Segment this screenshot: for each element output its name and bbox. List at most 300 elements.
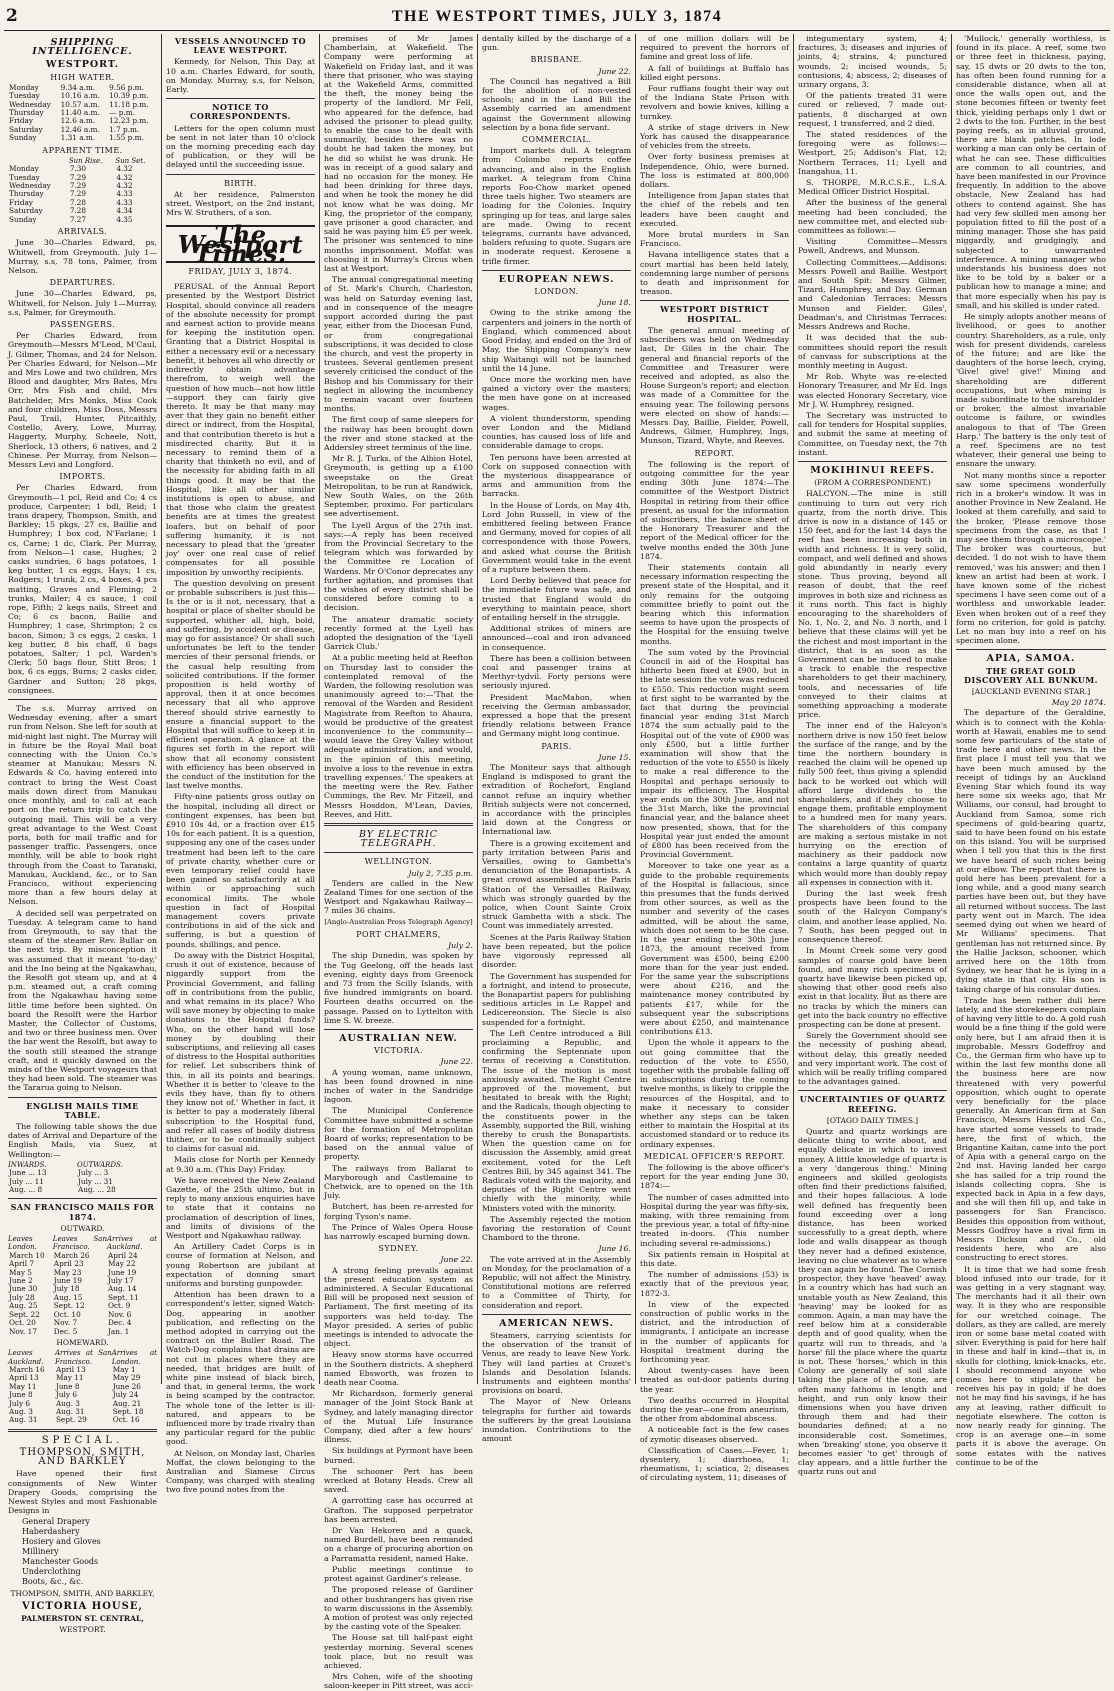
paragraph: 'Mullock,' generally worthless, is found in its place. A reef, some two or three feet in thickness, paying, say, 15 dwts or 20 dwts to the ton, has often been found running for a considerable distance, when all at once the walls open out, and the stone becomes fifteen or twenty feet thick, yielding perhaps only 1 dwt or 2 dwts to the ton. Further, in the best paying reefs, as in alluvial ground, there are blank patches. In lode working a man can only be certain of what he can see. These difficulties are common to all countries, and have been manifested in our Province frequently. In addition to the above obstacle, New Zealand has had others to contend against. She has had very few skilled men among her population fitted to fill the post of a mining manager. Those she has paid niggardly, and grudgingly, and subjected to unwarranted interference. A mining manager who understands his business does not like to be told by a baker or a publican how to manage a mine; and that more especially when his pay is small, and his skilled is under rated. [956, 34, 1106, 310]
sydney-news [324, 1266, 473, 1691]
table-cell: June 19 [53, 1276, 83, 1286]
paragraph: Scenes at the Paris Railway Station have been repeated, but the police have vigorously repressed all disorder. [482, 932, 631, 970]
medical-text [640, 1163, 789, 1483]
american-news-continued [640, 34, 789, 296]
page-number: 2 [6, 6, 18, 26]
paragraph: More brutal murders in San Francisco. [640, 230, 789, 249]
paragraph: About twenty-cases have been treated as out-door patients during the year. [640, 1366, 789, 1394]
divider [8, 1429, 157, 1432]
table-cell: Nov. 6 [107, 1309, 132, 1319]
divider [956, 649, 1106, 650]
chalmers-text: The ship Dunedin, was spoken by the Tug Geelong, off the heads last evening, eighty days from Greenock and 73 from the Scilly Islands, with five hundred immigrants on board. Fourteen deaths occurred on the passage. Passed on to Lyttelton with lime S. W. breeze. [324, 951, 473, 1025]
table-header-cell: Arrives at London. [111, 1349, 157, 1366]
victoria-heading: VICTORIA. [374, 1046, 423, 1056]
table-cell: March 26 [53, 1250, 90, 1260]
quartz-heading: UNCERTAINTIES OF QUARTZ REEFING. [799, 1094, 946, 1114]
paragraph: The proposed release of Gardiner and other bushrangers has given rise to warm discussions in the Assembly. A motion of protest was only rejected by the casting vote of the Speaker. [324, 1585, 473, 1632]
ad-item: General Drapery [22, 1517, 90, 1527]
columns [4, 34, 1112, 1691]
table-cell: March 16 [9, 1364, 45, 1374]
table-cell: Aug. 31 [55, 1406, 85, 1416]
paragraph: After the business of the general meeting had been concluded, the new committee met, and elected sub-committees as follows:— [798, 198, 947, 236]
paragraph: It is time that we had some fresh blood infused into our trade, for it was getting in a very stagnant way. The merchants had it all their own way. It is they who are responsible for our wretched coinage. The dollars, as they are called, are merely iron or some base metal coated with silver. Everything is paid for here half in these and half in kind—that is, in skulls for clothing, knick-knacks, etc. I should recommend anyone who comes here to stipulate that he receives his pay in gold; if he does not he may find his savings, if he has any at leaving, rather difficult to negotiate elsewhere. The cotton is now nearly ready for ginning. The crop is an average one—in some parts it is above the average. On some estates with the natives continue to be of the [956, 1264, 1106, 1467]
apia-heading: APIA, SAMOA. [986, 653, 1076, 665]
quartz-source: [OTAGO DAILY TIMES.] [826, 1115, 919, 1125]
column-4 [478, 34, 636, 1444]
divider [8, 1097, 157, 1098]
ad-signature-house: VICTORIA HOUSE, [22, 1600, 143, 1612]
paragraph: Owing to the strike among the carpenters and joiners in the north of England, which commenced about Good Friday, and ended on the 3rd of May, the Shipping Company's new ship Waitangi will not be launched until the 14 June. [482, 308, 631, 373]
paragraph: The Left Centre introduced a Bill proclaiming a Republic, and confirming the Septennate upon terms of receiving a Constitution. The issue of the motion is most anxiously awaited. The Right Centre approved of the movement, but hesitated to break with the Right; and the Radicals, though objecting to the constituents power in the Assembly, supported the Bill, wishing thereby to crush the Bonapartists. When the question came on for discussion the Assembly, amid great excitement, voted for the Left Centres Bill, by 345 against 341. The Radicals voted with the majority, and deputies of the Right Centre went chiefly with the minority, while Ministers voted with the minority. [482, 1028, 631, 1213]
paragraph: The House sat till half-past eight yesterday morning. Several scenes took place, but no result was achieved. [324, 1633, 473, 1670]
table-cell: 4.35 [116, 214, 133, 224]
table-header-cell: Arrives at San Francisco. [54, 1349, 112, 1366]
table-cell: July 28 [9, 1292, 35, 1302]
sf-homeward-table [8, 1349, 157, 1425]
paragraph: Trade has been rather dull here lately, and the storekeepers complain of having very little to do. A gold rush would be a fine thing if the gold were only here, but I am afraid then it is improbable. Messrs Godeffroy and Co., the German firm who have up to within the last few months done all the business here are now threatened with very powerful opposition, which ought to operate very beneficially for the place generally. An American firm at San Francisco, Messrs Hussed and Co., have started some vessels to trade here, the first of which, the Brigantine Kaitan, came into the port of Apia with a general cargo on the 2nd inst. Having landed her cargo she has sailed for a trip round the islands collecting copra. She is expected back in Apia in a few days, and she will then fill up, and take in passengers for San Francisco. Besides this opposition from without, Messrs Godfroy have a rival firm in Messrs Dickson and Co., old residents here, who are also constructing to erect stores. [956, 995, 1106, 1263]
london-heading: LONDON. [534, 287, 579, 297]
paragraph: The Government has suspended for a fortnight, and intend to prosecute, the Bonapartist papers for publishing seditious articles in Le Rappel and Ledicereonsion. The Siecle is also suspended for a fortnight. [482, 971, 631, 1027]
column-3 [320, 34, 478, 1691]
paragraph: Do away with the District Hospital, crush it out of existence, because of niggardly support from the Provincial Government, and falling off in contributions from the public, and what remains in its place? Who will save money by objecting to make donations to the Hospital funds? Who, on the other hand will lose money by doubling their subscriptions, and relieving all cases of distress to the Hospital authorities for relief. Let subscribers think of this, in all its points and bearings. Whether it is better to 'cleave to the evils they have, than fly to others they know not of.' Whether in fact, it is better to pay a moderately liberal subscription to the Hospital fund, and refer all cases of bodily distress thither, or to be continually subject to claims for casual aid. [166, 950, 315, 1154]
paragraph: Upon the whole it appears to the out going committee that the reduction of the vote to £550, together with the probable falling off in subscriptions during the coming twelve months, is likely to cripple the resources of the Hospital, and to make it necessary to consider whether any steps can be taken either to maintain the Hospital at its accustomed standard or to reduce its ordinary expenses. [640, 1038, 789, 1149]
london-date: June 18. [598, 298, 631, 308]
wellington-text: Tenders are called in the New Zealand Times for one section of the Westport and Ngakawhau Railway—7 miles 36 chains. [324, 878, 473, 916]
paragraph: A fall of buildings at Buffalo has killed eight persons. [640, 63, 789, 82]
table-header-cell: Sun Rise. [68, 156, 103, 165]
sf-outward-label: OUTWARD. [60, 1223, 105, 1233]
paragraph: Their statements contain all necessary information respecting the present state of the Hospital, and it only remains for the outgoing committee briefly to point out the bearing which this information seems to have upon the prospects of the Hospital for the ensuing twelve months. [640, 562, 789, 646]
table-cell: 7.28 [69, 197, 87, 207]
paragraph: The Lyell Argus of the 27th inst. says:—A reply has been received from the Provincial Secretary to the telegram which was forwarded by the Committee re Location of Wardens. Mr O'Conor deprecates any further agitation, and promises that the wishes of every district shall be considered before coming to a decision. [324, 520, 473, 613]
column-2 [162, 34, 320, 1495]
chalmers-heading: PORT CHALMERS, [356, 929, 441, 939]
report-heading: REPORT. [694, 448, 735, 458]
commercial-heading: COMMERCIAL. [521, 135, 592, 145]
table-cell: 7.27 [69, 214, 87, 224]
paragraph: He simply adopts another means of livelihood, or goes to another country. Shareholders, as a rule, only wish for present dividends, careless of the future; and are like the daughters of the horse leech, crying, 'Give! give! give!' Mining and shareholding are different occupations, but when mining is made subordinate to the shareholder or broker, the almost invariable outcome is failure, or swindles analogous to that of 'The Green Harp.' The battery is the only test of a reef. Specimens are no test whatever, their general use being to ensnare the unwary. [956, 312, 1106, 469]
paragraph: Intelligence from Japan states that the chief of the rebels and ten leaders have been caught and executed. [640, 191, 789, 228]
table-cell: Sept. 18 [112, 1406, 144, 1416]
table-cell: 7.29 [69, 172, 87, 182]
column-5 [636, 34, 794, 1483]
imports-heading: IMPORTS. [59, 472, 106, 482]
divider [8, 1198, 157, 1199]
paragraph: Once more the working men have gained a victory over the masters; the men have gone on at increased wages. [482, 374, 631, 412]
ad-item: Boots, &c., &c. [22, 1577, 84, 1587]
paragraph: A noticeable fact is the few cases of zymotic diseases observed. [640, 1425, 789, 1444]
table-cell: 12.6 a.m. [60, 116, 96, 126]
vessels-text: Kennedy, for Nelson, This Day, at 10 a.m. Charles Edward, for south, on Monday. Murray, s.s, for Nelson, Early. [166, 57, 315, 95]
masthead [4, 4, 1110, 31]
table-cell: — p.m. [109, 108, 135, 118]
paragraph: premises of Mr James Chamberlain, at Wakefield. The Company were performing at Wakefield on Friday last, and it was there that prisoner, who was staying at the Wakefield Arms, committed the theft, the money being the property of the landlord. Mr Fell, who appeared for the defence, had advised the prisoner to plead guilty, to enable the case to be dealt with summarily, besides there was no doubt he had taken the money, but he did so whilst he was drunk. He was in receipt of a good salary and had no occasion for the money. He had been drinking for three days, and when he took the money he did not know what he was doing. Mr King, the proprietor of the company, gave prisoner a good character, and said he was paying him £5 per week. The prisoner was sentenced to nine months imprisonment. Moffat was choosing it in Murray's Circus when last at Westport. [324, 34, 473, 274]
divider [166, 98, 315, 99]
table-cell: Sept. 29 [55, 1415, 87, 1425]
mails-heading: ENGLISH MAILS TIME TABLE. [26, 1100, 139, 1120]
table-row [8, 1416, 157, 1424]
imports-text: Per Charles Edward, from Greymouth—1 pcl, Reid and Co; 4 cs produce, Carpenter; 1 bdl, Reid; 1 trans drapery, Thompson, Smith, and Barkley; 15 pkgs, 27 cs, Baillie and Humphrey; 1 box cod, N'Farlane; 1 cs, Carne; 1 dc, Clark. Per Murray, from Nelson—1 case, Hughes; 2 casks sundries, 6 bags potatoes, 1 keg butter, 1 cs eggs, Hays; 1 cs, Rodgers; 1 trunk, 2 cs, 4 boxes, 4 pcs matting, Graves and Fleming; 2 trunks, Mailer; 4 cs sauce, 1 coil rope, Fifth; 2 kegs nails, Street and Co; 6 cs bacon, Bailie and Humphrey; 1 case, Shrimpton; 2 cs bacon, Simon; 3 cs eggs, 2 casks, 1 keg butter, 8 bis chaff, 6 bags potatoes, Salter; 1 pcl, Warden's Clerk; 50 bags flour, Stitt Bros; 1 box, 6 cs eggs, Burns; 2 casks cider, Gardner and Sutton; 28 pkgs, consignees. [8, 483, 157, 695]
press-agency: [Anglo-Australian Press Telegraph Agency] [324, 917, 473, 926]
table-cell: Aug. 25 [9, 1301, 38, 1311]
ad-text: Have opened their first consignments of New Winter Drapery Goods, comprising the Newest Styles and most Fashionable Designs in [8, 1469, 157, 1516]
table-cell: Aug. 21 [112, 1398, 142, 1408]
american-news [482, 1331, 631, 1443]
table-header-cell: Leaves Auckland. [8, 1349, 44, 1366]
paragraph: The amateur dramatic society recently formed at the Lyell has adopted the designation of the 'Lyell Garrick Club.' [324, 614, 473, 652]
table-cell: Friday [9, 116, 34, 126]
table-cell: April 13 [55, 1364, 86, 1374]
table-header-cell: INWARDS. [8, 1160, 47, 1169]
paragraph: The first coup of same sleepers for the railway has been brought down the river and stone stacked at the Addersley street terminus of the line. [324, 415, 473, 452]
ad-item: Millinery [22, 1547, 59, 1557]
ad-item-list [22, 1517, 157, 1587]
table-cell: May 22 [107, 1259, 136, 1269]
paragraph: Havana intelligence states that a court martial has been held lately, condemning large number of persons to death and imprisonment for treason. [640, 250, 789, 297]
medical-heading: MEDICAL OFFICER'S REPORT. [643, 1151, 786, 1161]
table-cell: Monday [9, 82, 39, 92]
table-cell: June 2 [9, 1276, 33, 1286]
paper-title: The Westport Times. [166, 225, 315, 263]
ad-item: Hosiery and Gloves [22, 1537, 101, 1547]
paragraph: The following is the above officer's report for the year ending June 30, 1874:— [640, 1162, 789, 1191]
divider [324, 1029, 473, 1030]
paragraph: The railways from Ballarat to Maryborough and Castlemaine to Chetwick, are to opened on the 1th July. [324, 1163, 473, 1201]
table-cell: Nov. 7 [53, 1318, 78, 1328]
paragraph: Two deaths occurred in Hospital during the year—one from aneurism, the other from abdominal abscess. [640, 1395, 789, 1424]
paragraph: A young woman, name unknown, has been found drowned in nine inches of water in the Sandridge lagoon. [324, 1067, 473, 1105]
divider [324, 852, 473, 853]
table-cell: April 13 [9, 1373, 39, 1383]
table-cell: Aug. 31 [9, 1415, 38, 1425]
table-cell: Dec. 5 [53, 1326, 78, 1336]
european-heading: EUROPEAN NEWS. [498, 273, 615, 285]
table-cell: April 24 [107, 1250, 138, 1260]
paragraph: The schooner Pert has been wrecked at Botany Heads. Crew all saved. [324, 1466, 473, 1495]
paragraph: S. THORPE, M.R.C.S.E., L.S.A. Medical Officer District Hospital. [798, 178, 947, 197]
table-row [8, 1328, 157, 1336]
paragraph: Not many months since a reporter saw some specimens wonderfully rich in a broker's window. It was in another Province in New Zealand. He looked at them carefully, and said to the broker, 'Please remove those specimens from the case, as that I may see them through a microscope.' The broker was courteous, but decided. 'I do not wish to have them removed,' was his answer; and then I knew an artist had been at work. I have known some of the richest specimens I have seen come out of a worthless and unworkable leader. Even when broken out of a reef they form no criterion, for gold is patchy. Let no man buy into a reef on his specimen alone. [956, 470, 1106, 646]
apia-date: May 20 1874. [1051, 698, 1106, 708]
arrivals-text: June 30—Charles Edward, ps, Whitwell, from Greymouth. July 1—Murray, s.s, 78 tons, Palmer, from Nelson. [8, 238, 157, 275]
apia-source: [AUCKLAND EVENING STAR.] [971, 687, 1091, 697]
paragraph: Lord Derby believed that peace for the immediate future was safe, and trusted that England would do everything to maintain peace, short of entailing herself in the struggle. [482, 576, 631, 622]
american-heading: AMERICAN NEWS. [499, 1317, 614, 1329]
departures-heading: DEPARTURES. [49, 278, 116, 288]
table-cell: Aug. 3 [9, 1406, 33, 1416]
sydney-date: June 22. [440, 1255, 473, 1265]
table-cell: 10.16 a.m. [60, 91, 100, 101]
paragraph: HALCYON.—The mine is still continuing to turn out very rich quartz, from the north drive. This drive is now in a distance of 145 or 150 feet, and for the last 14 days the reef has been increasing both in width and richness. It is very solid, compact, and well defined and shows gold abundantly in nearly every stone. Thus proving, beyond all reason of doubt, that the reef improves in both size and richness as it runs north. This fact is highly encouraging to the shareholders of No. 1, No. 2, and No. 3 north, and I believe that these claims will yet be the richest and most important in the district, that is as soon as the Government can be induced to make a track to enable the respective shareholders to get their machinery, tools, and necessaries of life conveyed to their claims at something approaching a moderate price. [798, 489, 947, 720]
hospital-continued [798, 34, 947, 457]
local-news [324, 34, 473, 819]
table-cell: May 29 [112, 1373, 141, 1383]
paragraph: In view of the expected construction of public works in the district, and the introduction of immigrants, I anticipate an increase in the number of applicants for Hospital treatment during the forthcoming year. [640, 1299, 789, 1365]
paragraph: A strong feeling prevails against the present education system as administered. A Secular Educational Bill will be proposed next session of Parliament. The first meeting of its supporters was held to-day. The Mayor presided. A series of public meetings is intended to advocate the object. [324, 1265, 473, 1349]
table-header-cell: Leaves San Francisco. [52, 1235, 107, 1252]
table-cell: June ... 13 [9, 1168, 47, 1178]
paragraph: Six buildings at Pyrmont have been burned. [324, 1446, 473, 1465]
birth-text: At her residence, Palmerston street, Westport, on the 2nd instant, Mrs W. Struthers, of a son. [166, 189, 315, 218]
mokihinui-byline: (FROM A CORRESPONDENT.) [814, 478, 931, 488]
paragraph: Additional strikes of miners are announced—coal and iron advanced in consequence. [482, 624, 631, 652]
table-cell: 4.32 [116, 181, 133, 191]
paragraph: There is a growing excitement and party irritation between Paris and Versailles, owing to Gambetta's denunciation of the Bonapartists. A great crowd assembled at the Paris Station of the Versailles Railway, which was strongly guarded by the police, when Count Sainte Croix struck Gambetta with a stick. The Count was immediately arrested. [482, 838, 631, 931]
paris-date-2: June 16. [598, 1244, 631, 1254]
quartz-text [798, 1127, 947, 1477]
table-cell: Oct. 20 [9, 1318, 36, 1328]
paragraph: of one million dollars will be required to prevent the horrors of famine and great loss of life. [640, 34, 789, 62]
table-header-cell: Arrives at Auckland. [106, 1235, 157, 1252]
paragraph: A strike of stage drivers in New York has caused the disappearance of vehicles from the streets. [640, 122, 789, 151]
tides-table [8, 84, 157, 143]
paragraph: The stated residences of the foregoing were as follows:—Westport, 25; Addison's Flat, 12; Northern Terraces, 11; Lyell and Inangahua, 11. [798, 130, 947, 176]
table-header-cell: Leaves London. [8, 1235, 37, 1252]
column-7 [952, 34, 1110, 1467]
table-cell: 4.32 [116, 172, 133, 182]
divider [166, 174, 315, 175]
table-cell: Sunday [9, 214, 37, 224]
ad-signature-town: WESTPORT. [59, 1625, 106, 1635]
table-cell: Saturday [9, 124, 43, 134]
tides-heading: HIGH WATER. [50, 72, 115, 82]
table-row [8, 134, 157, 142]
table-cell: Sept. 12 [53, 1301, 85, 1311]
table-cell: Thursday [9, 189, 44, 199]
table-cell: Jan. 1 [107, 1326, 130, 1336]
paragraph: Fifty-nine patients gross outlay on the hospital, including all direct or contingent expenses, has been but £910 10s 4d, or a fraction over £15 10s for each patient. It is a question, supposing any one of the cases under treatment had been left to the care of private charity, whether cure or even temporary relief could have been gained so satisfactorily at all within or approaching such economical limits. The whole question in fact of Hospital management covers private contributions in aid of the sick and suffering, is but a question of pounds, shillings, and pence. [166, 792, 315, 949]
table-cell: Sept. 11 [107, 1292, 139, 1302]
birth-heading: BIRTH. [224, 178, 257, 188]
table-cell: Oct. 10 [53, 1309, 81, 1319]
table-cell: 10.39 p.m. [109, 91, 149, 101]
table-cell: Oct. 16 [112, 1415, 140, 1425]
table-cell: June 8 [55, 1381, 80, 1391]
paris-news [482, 763, 631, 1242]
paragraph: President MacMahon, when receiving the German ambassador, expressed a hope that the present friendly relations between France and Germany might long continue. [482, 692, 631, 739]
report-text [640, 460, 789, 1149]
ad-item: Haberdashery [22, 1527, 80, 1537]
departures-text: June 30—Charles Edward, ps, Whitwell, for Nelson. July 1—Murray, s.s, Palmer, for Greymouth. [8, 289, 157, 317]
table-cell: 9.56 p.m. [109, 82, 144, 92]
mokihinui-text [798, 489, 947, 1086]
paragraph: The Prince of Wales Opera House has narrowly escaped burning down. [324, 1222, 473, 1241]
table-cell: July 24 [112, 1390, 139, 1400]
paragraph: Classification of Cases.—Fever, 1; dysentery, 1; diarrhoea, 1; rheumatism, 1; sciatica, 2; diseases of circulating system, 11; diseases of [640, 1445, 789, 1483]
table-cell: July 6 [55, 1390, 77, 1400]
divider [324, 823, 473, 826]
table-cell: July 17 [107, 1276, 134, 1286]
divider [482, 1314, 631, 1315]
table-cell: Friday [9, 197, 34, 207]
quartz-continued [956, 34, 1106, 645]
paragraph: Moreover to take one year as a guide to the probable requirements of the Hospital is fallacious, since this presumes that the funds derived from other sources, as well as the number and severity of the cases admitted, will be about the same, which does not seem to be the case. In the year ending the 30th June 1873, the amount received from Government was £500, being £200 more than for the year just ended. For the same year the subscriptions were about £216, and the maintenance money contributed by patients £17, while for the subsequent year the subscriptions were about £250, and maintenance contributions £13. [640, 861, 789, 1037]
mokihinui-heading: MOKIHINUI REEFS. [810, 464, 935, 476]
table-cell: July ... 11 [9, 1176, 44, 1186]
table-header-cell: Sun Set. [115, 156, 146, 165]
notice-heading: NOTICE TO CORRESPONDENTS. [190, 102, 291, 122]
table-cell: July 6 [9, 1398, 31, 1408]
paragraph: Attention has been drawn to a correspondent's letter, signed Watch-Dog, appearing in another publication, and reflecting on the method adopted in carrying out the contract on the Buller Road. The Watch-Dog complains that drains are not cut in places where they are needed, that bridges are built of white pine instead of black birch, and that, in general terms, the work is being scamped by the contractor. The whole tone of the letter is ill-natured, and appears to be influenced more by trade rivalry than any particular regard for the public good. [166, 1290, 315, 1447]
table-cell: 12.46 a.m. [60, 124, 100, 134]
divider [640, 300, 789, 301]
paragraph: An Artillery Cadet Corps is in course of formation at Nelson, and young Robertson are jubilant at expectation of donning smart uniforms and bursting gunpowder. [166, 1242, 315, 1288]
table-header-cell: OUTWARDS. [76, 1160, 123, 1169]
table-cell: June 8 [9, 1390, 33, 1400]
australian-heading: AUSTRALIAN NEW. [339, 1032, 458, 1044]
table-cell: 11.40 a.m. [60, 108, 100, 118]
paragraph: Mrs Cohen, wife of the shooting saloon-keeper in Pitt street, was acci- [324, 1672, 473, 1691]
table-cell: 7.29 [69, 189, 87, 199]
table-cell: 1.31 a.m. [60, 133, 96, 143]
wellington-heading: WELLINGTON. [364, 857, 433, 867]
paragraph: Mails close for North per Kennedy at 9.30 a.m. (This Day) Friday. [166, 1155, 315, 1174]
table-cell: June 26 [112, 1381, 141, 1391]
paragraph: integumentary system, 4; fractures, 3; diseases and injuries of joints, 4; strains, 4; punctured wounds, 2; incised wounds, 5; contusions, 4; abscess, 2; diseases of urinary organs, 3. [798, 34, 947, 90]
victoria-news [324, 1068, 473, 1242]
table-cell: Aug. 15 [53, 1292, 83, 1302]
mails-table [8, 1161, 157, 1195]
paragraph: The following is the report of outgoing committee for the year ending 30th June 1874:—The committee of the Westport District Hospital in retiring from their office present, as usual for the information of subscribers, the balance sheet of the Honorary Treasurer and the report of the Medical officer for the twelve months ended the 30th June 1874. [640, 459, 789, 561]
hospital-heading: WESTPORT DISTRICT HOSPITAL. [660, 304, 769, 324]
paragraph: Dr Van Hekoren and a quack, named Burdell, have been remanded on a charge of procuring abortion on a Parramatta resident, named Hake. [324, 1526, 473, 1563]
paragraph: It was decided that the sub-committees should report the result of canvass for subscriptions at the monthly meeting in August. [798, 333, 947, 370]
table-cell: Dec. 4 [107, 1318, 132, 1328]
paragraph: In Mount Creek some very good samples of coarse gold have been found, and many rich specimens of quartz have likewise been picked up, showing that other good reefs also exist in that locality. But as there are no tracks by which the miners can get into the back country no effective prospecting can be done at present. [798, 946, 947, 1029]
table-cell: May 11 [55, 1373, 84, 1383]
paragraph: The number of admissions (53) is exactly that of the previous year, 1872-3. [640, 1270, 789, 1298]
paragraph: Of the patients treated 31 were cured or relieved, 7 made out-patients, 8 discharged at own request, 1 transferred, and 2 died. [798, 91, 947, 128]
sydney-heading: SYDNEY. [378, 1244, 419, 1254]
paragraph: The Secretary was instructed to call for tenders for Hospital supplies, and submit the same at meeting of Committee, on Tuesday next, the 7th instant. [798, 410, 947, 457]
table-cell: 4.33 [116, 189, 133, 199]
table-cell: July ... 3 [77, 1168, 109, 1178]
paragraph: Quartz and quartz workings are delicate thing to write about, and equally delicate in which to invest money. A little knowledge of quartz is a very 'dangerous thing.' Mining engineers and skilled geologists often find their predictions falsified, and their hopes fallacious. A lode well defined has frequently been found exceeding over a long distance, has been worked successfully to a great depth, where lode and walls disappear as though they never had a defined existence, leaving no clue whatever as to where they can again be found. The Cornish prospector, they have 'heaved' away. In a country which has had such an unstable youth as New Zealand, this 'heaving' may be looked for as common. Again, a man may have the reef below him at a considerable depth and of good quality, when the quartz will run to threads, and 'a horse' fill the place where the quartz is not. These 'horses,' which in this Colony are generally of soil slate taking the place of the stone, are often many fathoms in length and height, and run only know their dimensions when you have driven through them and had their boundaries defined; at a no inconsiderable cost. Sometimes, when 'breaking' stone, you observe it becomes easier 'to get' through of clay appears, and a little further the quartz runs out and [798, 1126, 947, 1477]
ad-item: Underclothing [22, 1567, 81, 1577]
table-cell: May 11 [9, 1381, 37, 1391]
paragraph: A garrotting case has occurred at Grafton. The supposed perpetrator has been arrested. [324, 1496, 473, 1524]
sun-table [8, 157, 157, 224]
paragraph: Over forty business premises at Independence, Ohio, were burned. The loss is estimated at 800,000 dollars. [640, 152, 789, 190]
table-cell: 1.55 p.m. [109, 133, 144, 143]
column-6 [794, 34, 952, 1477]
news-item: A decided sell was perpetrated on Tuesday. A telegram came to hand from Greymouth, to say that the steam of the steamer Rev. Bullar on the next trip. By misconception it was assumed that it meant 'to-day,' and the Ino being at the Ngakawhau, the Resolft got steam up, and at 4 p.m. steamed out, a craft coming from the Ngakawhau having some little time before been sighted. On board the Resolft were the Harbor Master, the Collector of Customs, and two or three business men. Over the bar went the Resolft, but away to the south still steamed the strange craft, and it quickly dawned on the minds of the Westport voyageurs that they had been sold. The steamer was the Tararua going to Nelson. [8, 908, 157, 1093]
table-cell: Sept. 22 [9, 1309, 40, 1319]
ad-firm-name: THOMPSON, SMITH, AND BARKLEY [19, 1446, 146, 1468]
table-cell: Aug. 3 [55, 1398, 80, 1408]
table-cell: 4.33 [116, 197, 133, 207]
table-cell: 1.7 p.m. [109, 124, 140, 134]
table-cell: Oct. 9 [107, 1301, 131, 1311]
wellington-date: July 2, 7.35 p.m. [408, 868, 473, 878]
paragraph: The Council has negatived a Bill for the abolition of non-vested schools; and in the Land Bill the Assembly carried an amendment against the Government allowing selection by a bona fide servant. [482, 76, 631, 132]
table-cell: Monday [9, 164, 39, 174]
hospital-text [640, 326, 789, 446]
paragraph: PERUSAL of the Annual Report presented by the Westport District Hospital, should convince all readers of the absolute necessity for prompt and earnest action to provide means for keeping the institution open. Granting that a District Hospital is either a necessary evil or a necessary benefit, it behoves all who directly or indirectly obtain advantage therefrom, to weigh well the question of how much—not how little—support they can fairly give thereto. It may be that many may aver that they gain no benefit either direct or indirect, from the Hospital, and that contribution thereto is but a misdirected charity. But it is necessary to remind them of a charity that thinketh no evil, and of the necessity for abiding faith in all things good. It may be that the Hospital, like all other similar institutions is open to abuse, and that those who claim the greatest benefits are at times the greatest loafers, but on behalf of poor suffering humanity, it is not necessary to plead that the 'greater joy' over one real case of relief compensates for all possible imposition by unworthy recipients. [166, 282, 315, 577]
paragraph: Butchert, has been re-arrested for forging Tyson's name. [324, 1202, 473, 1221]
brisbane-date: June 22. [598, 66, 631, 76]
mails-intro: The following table shows the due dates of Arrival and Departure of the English Mails, via Suez, at Wellington:— [8, 1122, 157, 1159]
paragraph: The sum voted by the Provincial Council in aid of the Hospital has hitherto been fixed at £900, but in the late session the vote was reduced to £550. This reduction might seem at first sight to be warranted by the fact that during the provincial financial year ending 31st March 1874 the sum actually paid to the Hospital out of the vote of £900 was only £500, but a little further examination will show that the reduction of the vote to £550 is likely to make a real difference to the Hospital and perhaps seriously to impair its efficiency. The Hospital year ends on the 30th June, and not the 31st March, like the provincial financial year, and the balance sheet now presented, shows, that for the Hospital year just ended the amount of £800 has been received from the Provincial Government. [640, 647, 789, 860]
paragraph: Ten persons have been arrested at Cork on supposed connection with the mysterious disappearance of arms and ammunition from the barracks. [482, 452, 631, 499]
london-news [482, 308, 631, 738]
ad-signature-street: PALMERSTON ST. CENTRAL, [21, 1613, 144, 1623]
table-cell: May 5 [9, 1267, 32, 1277]
paragraph: The general annual meeting of subscribers was held on Wednesday last, Dr Giles in the chair. The general and financial reports of the Committee and Treasurer were received and adopted, as also the House Surgeon's report; and election was made of a Committee for the ensuing year. The following persons were elected on show of hands:—Messrs Day, Baillie, Fielder, Powell, Andrews, Gilmer, Humphrey, Ings, Munson, Tizard, Whyte, and Reeves. [640, 325, 789, 446]
paris-text-2: The vote arrived at in the Assembly on Monday, for the proclamation of a Republic, will not affect the Ministry. Constitutional motions are referred to a Committee of Thirty, for consideration and report. [482, 1254, 631, 1310]
apia-title: THE GREAT GOLD DISCOVERY ALL BUNKUM. [964, 665, 1098, 685]
table-cell: Sunday [9, 133, 37, 143]
paragraph: Four ruffians fought their way out of the Indiana State Prison with revolvers and bowie knives, killing a turnkey. [640, 84, 789, 121]
table-row [8, 216, 157, 224]
telegraph-heading: BY ELECTRIC TELEGRAPH. [358, 829, 439, 850]
table-row [8, 1186, 157, 1194]
paragraph: Collecting Committees.—Addisons: Messrs Powell and Baillie. Westport and South Spit: Messrs Gilmer, Tizard, Humphrey, and Day. German and Caledonian Terraces: Messrs Munson and Fielder. Giles', Deadman's, and Christmas Terraces: Messrs Andrews and Roche. [798, 257, 947, 332]
ad-signature: THOMPSON, SMITH, AND BARKLEY, [10, 1589, 155, 1599]
paragraph: The annual congregational meeting of St. Mark's Church, Charleston, was held on Saturday evening last, and in consequence of the meagre support accorded during the past year, either from the Diocesan Fund, or from congregational subscriptions, it was decided to close the church, and vest the property in trustees. Several gentlemen present severely criticised the conduct of the Bishop and his Commissary for their neglect in allowing the incumbency to remain vacant over fourteen months. [324, 275, 473, 414]
table-cell: Saturday [9, 206, 43, 216]
table-cell: 7.28 [69, 206, 87, 216]
paragraph: The inner end of the Halcyon's northern drive is now 150 feet below the surface of the range, and by the time the northern boundary is reached the claim will be opened up fully 500 feet, thus giving a splendid back to be worked out which will afford large dividends to the shareholders, and if they choose to engage them, profitable employment to a hundred men for many years. The shareholders of this company are making a serious mistake in not hurrying on the erection of machinery as their paddock now contains a large quantity of quartz which would more than doubly repay all expenses in connection with it. [798, 721, 947, 887]
brisbane-heading: BRISBANE. [530, 55, 583, 65]
paragraph: Visiting Committee—Messrs Powell, Andrews, and Munson. [798, 237, 947, 256]
paragraph: Public meetings continue to protest against Gardiner's release. [324, 1564, 473, 1584]
sun-heading: APPARENT TIME. [42, 145, 123, 155]
paragraph: The Municipal Conference Committee have submitted a scheme for the formation of Metropolitan Board of works; representation to be based on the annual value of property. [324, 1106, 473, 1162]
divider [798, 1090, 947, 1091]
arrivals-heading: ARRIVALS. [57, 227, 108, 237]
port-heading: WESTPORT. [45, 59, 120, 71]
table-cell: Wednesday [9, 99, 51, 109]
table-cell: Aug. 14 [107, 1284, 137, 1294]
special-heading: SPECIAL. [41, 1434, 124, 1446]
table-cell: April 7 [9, 1259, 35, 1269]
paragraph: Mr R. J. Turks, of the Albion Hotel, Greymouth, is getting up a £100 sweepstake on the Great Metropolitan, to be run at Randwick, New South Wales, on the 26th September, proximo. For particulars see advertisement. [324, 454, 473, 519]
paragraph: In the House of Lords, on May 4th, Lord John Russell, in view of the embittered feeling between France and Germany, moved for copies of all correspondence with those Powers, and asked what course the British Government would take in the event of a rupture between them. [482, 500, 631, 574]
paragraph: The Moniteur says that although England is indisposed to grant the extradition of Rochefort, England cannot refuse an inquiry whether British subjects were not concerned, in accordance with the principles laid down at the Congress or International law. [482, 763, 631, 837]
paragraph: At a public meeting held at Reefton on Thursday last to consider the contemplated removal of the Warden, the following resolution was unanimously agreed to:—'That the removal of the Warden and Resident Magistrate from Reefton to Ahaura, would be productive of the greatest inconvenience to the community—would leave the Grey Valley without adequate administration, and would, in the opinion of this meeting, involve a loss to the revenue in extra travelling expenses.' The speakers at the meeting were the Rev. Father Cummings, the Rev. Mr Fitzell, and Messrs Hosddon, M'Lean, Davies, Reeves, and Hitt. [324, 653, 473, 819]
sf-homeward-label: HOMEWARD. [56, 1337, 109, 1347]
table-cell: 4.34 [116, 206, 133, 216]
vessels-heading: VESSELS ANNOUNCED TO LEAVE WESTPORT. [174, 36, 307, 56]
passengers-text: Per Charles Edward, from Greymouth—Messrs M'Leod, M'Caul, J. Gilmer, Thomas, and 24 for Nelson. Per Charles Edward, for Nelson—Mr and Mrs Lowe and two children, Mrs Blood and daughter, Mrs Bates, Mrs Orr, Mrs Fish and child, Mrs Batchelder, Mrs Monks, Miss Cook and four children, Miss Doss, Messrs Paul, Trail, Hunter, Pitcaithly, Costello, Avery, Lowe, Murray, Haggerty, Murphy, Scheele, Nott, Sherlock, 13 others, 6 natives, and 2 Chinese. Per Murray, from Nelson—Messrs Levi and Longford. [8, 331, 157, 469]
paragraph: Heavy snow storms have occurred in the Southern districts. A shepherd named Ebsworth, was frozen to death near Cooma. [324, 1350, 473, 1388]
paragraph: The departure of the Geraldine, which is to connect with the Kohla-worth at Hawaii, enables me to send some few particulars of the state of trade here and other news. In the first place I must tell you that we have been much amused by the receipt of tidings by an Auckland Evening Star which found its way here some six weeks ago, that Mr Williams, our consul, had brought to Auckland from Samoa, some rich specimens of gold-bearing quartz, said to have been found on his estate on this island. You will be surprised when I tell you that this is the first we have heard of such riches being at our elbow. The report that there is gold here has been prevalent for a long while, and a good many search parties have been out, but they have all returned without success. The last party went out in March. The idea seemed dying out when we heard of Mr Williams' specimens. That gentleman has not returned since. By the Hallie Jackson, schooner, which arrived here on the 18th from Sydney, we hear that he is lying in a dying state in that city. His son is taking charge of his consular duties. [956, 708, 1106, 994]
paragraph: The question devolving on present or probable subscribers is just this—Is the or is it not, necessary, that a hospital or place of shelter should be supported, whither all, high, bold, and suffering, by accident or disease, may go for assistance? Or shall such unfortunates be left to the tender mercies of their personal friends, or the casual help resulting from solicited contributions. If the former proposition is held worthy of approval, then it at once becomes necessary that all who approve thereof should strive earnestly to ensure a financial support to the Hospital that will suffice to keep it in efficient operation. A glance at the figures set forth in the report will show that all economy consistent with efficiency has been observed in the conduct of the institution for the last twelve months. [166, 578, 315, 791]
masthead-title: THE WESTPORT TIMES, JULY 3, 1874 [391, 8, 723, 25]
column-1 [4, 34, 162, 1635]
table-cell: May 1 [112, 1364, 136, 1374]
sf-mails-heading: SAN FRANCISCO MAILS FOR 1874. [10, 1202, 155, 1222]
table-cell: Nov. 17 [9, 1326, 37, 1336]
paragraph: A violent thunderstorm, spending over London and the Midland counties, has caused loss of life and considerable damage to crops. [482, 413, 631, 451]
table-cell: April 23 [53, 1259, 84, 1269]
brisbane-news [482, 77, 631, 132]
table-cell: 9.34 a.m. [60, 82, 96, 92]
apia-text [956, 708, 1106, 1467]
sf-outward-table [8, 1235, 157, 1336]
table-cell: June 19 [107, 1267, 137, 1277]
table-cell: Tuesday [9, 91, 40, 101]
divider [798, 461, 947, 462]
paragraph: At Nelson, on Monday last, Charles Moffat, the clown belonging to the Australian and Siamese Circus Company, was charged with stealing two five pound notes from the [166, 1448, 315, 1495]
passengers-heading: PASSENGERS. [49, 319, 116, 329]
shipping-heading: SHIPPING INTELLIGENCE. [32, 37, 133, 58]
paragraph: Surely the Government should see the necessity of pushing ahead, without delay, this greatly needed and very important work. The cost of which will be really trifling compared to the advantages gained. [798, 1031, 947, 1087]
divider [482, 270, 631, 271]
table-cell: June 30 [9, 1284, 38, 1294]
table-cell: March 10 [9, 1250, 45, 1260]
